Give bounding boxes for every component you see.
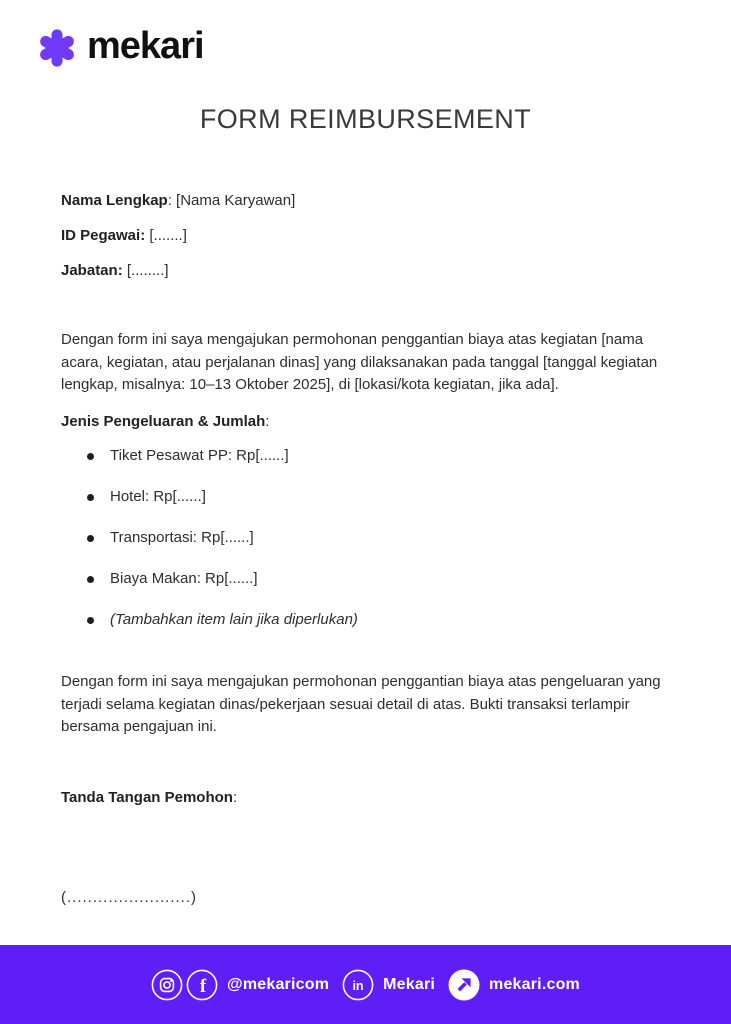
field-jabatan bbox=[61, 260, 671, 282]
closing-paragraph: Dengan form ini saya mengajukan permohonan penggantian biaya atas pengeluaran yang terjadi selama kegiatan dinas/pekerjaan sesuai detail di atas. Bukti transaksi terlampir bersama pengajuan ini. bbox=[61, 673, 661, 735]
field-label: Jabatan: bbox=[61, 262, 123, 279]
footer-social-handle: @mekaricom bbox=[227, 975, 330, 993]
field-label: Nama Lengkap bbox=[61, 192, 168, 209]
footer-social-icons bbox=[151, 969, 218, 1001]
field-separator: : bbox=[167, 192, 172, 209]
field-id-pegawai bbox=[61, 225, 671, 247]
footer-linkedin-link[interactable] bbox=[342, 969, 435, 1001]
signature-label bbox=[61, 787, 237, 809]
linkedin-icon bbox=[342, 969, 374, 1001]
expenses-heading-separator: : bbox=[265, 413, 270, 430]
expenses-heading bbox=[61, 411, 269, 433]
field-value: [Nama Karyawan] bbox=[176, 192, 296, 209]
footer-linkedin-label: Mekari bbox=[383, 975, 436, 993]
footer-website: mekari.com bbox=[489, 975, 580, 993]
mekari-wordmark: mekari bbox=[87, 25, 204, 67]
facebook-icon bbox=[186, 969, 218, 1001]
arrow-up-right-icon bbox=[448, 969, 480, 1001]
mekari-star-icon bbox=[36, 27, 78, 69]
expense-item-hotel: Hotel: Rp[......] bbox=[61, 486, 358, 508]
signature-label-text: Tanda Tangan Pemohon bbox=[61, 789, 233, 806]
expense-item-transportasi: Transportasi: Rp[......] bbox=[61, 527, 358, 549]
svg-text:in: in bbox=[352, 978, 364, 993]
footer-website-link[interactable] bbox=[448, 969, 580, 1001]
mekari-logo bbox=[36, 27, 204, 69]
expenses-heading-label: Jenis Pengeluaran & Jumlah bbox=[61, 413, 266, 430]
expense-item-biaya-makan: Biaya Makan: Rp[......] bbox=[61, 568, 358, 590]
footer-social-handle-link[interactable] bbox=[151, 969, 329, 1001]
employee-fields bbox=[61, 190, 671, 295]
expense-item-note: (Tambahkan item lain jika diperlukan) bbox=[61, 609, 358, 631]
signature-label-separator: : bbox=[232, 789, 238, 806]
field-label: ID Pegawai: bbox=[61, 227, 146, 244]
instagram-icon bbox=[151, 969, 183, 1001]
field-value: [........] bbox=[126, 262, 169, 279]
footer-bar bbox=[0, 945, 731, 1024]
svg-text:f: f bbox=[199, 975, 207, 997]
intro-paragraph: Dengan form ini saya mengajukan permohonan penggantian biaya atas kegiatan [nama acara, kegiatan, atau perjalanan dinas] yang dilaksanakan pada tanggal [tanggal kegiatan lengkap, misalnya: 10–13 Oktober 2025], di [lokasi/kota kegiatan, jika ada]. bbox=[61, 331, 658, 393]
field-value: [.......] bbox=[149, 227, 187, 244]
expense-item-tiket-pesawat: Tiket Pesawat PP: Rp[......] bbox=[61, 445, 358, 467]
page-title: FORM REIMBURSEMENT bbox=[199, 104, 532, 134]
expenses-list bbox=[61, 445, 358, 650]
signature-placeholder: (........................) bbox=[61, 889, 198, 906]
field-nama-lengkap bbox=[61, 190, 671, 212]
